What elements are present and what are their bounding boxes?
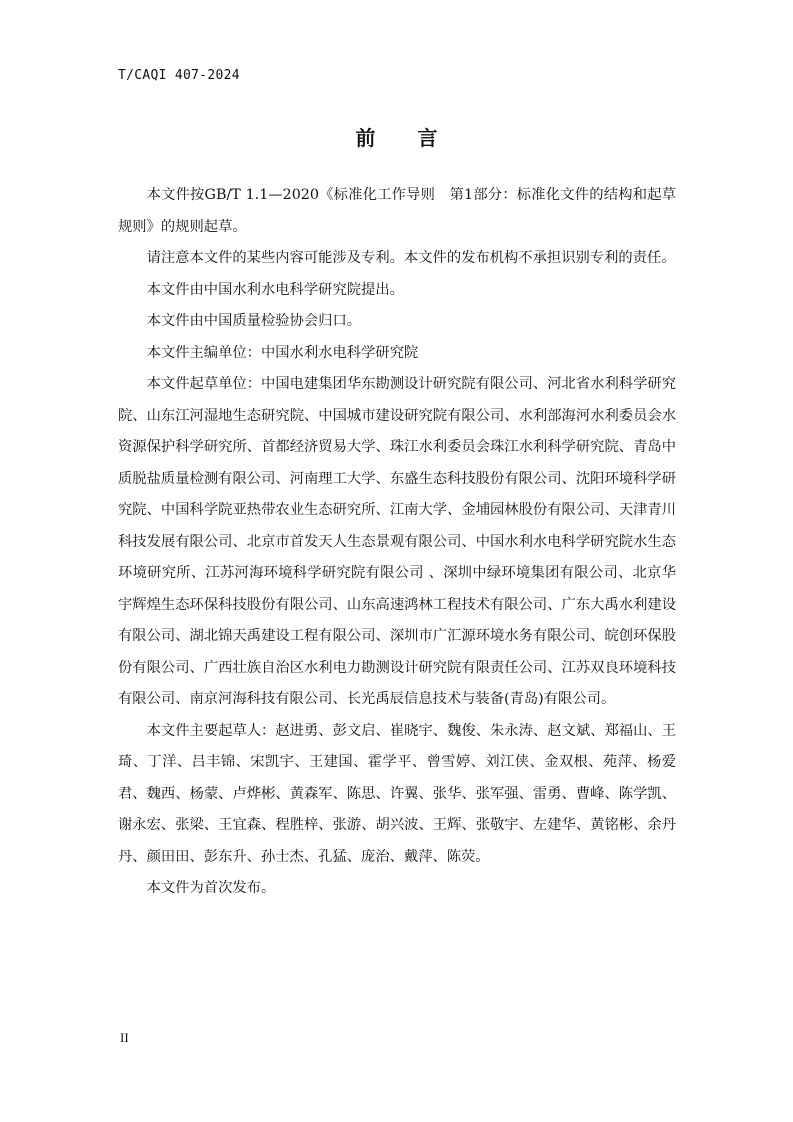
page-title: 前言 [355, 126, 480, 150]
paragraph-drafting-units: 本文件起草单位：中国电建集团华东勘测设计研究院有限公司、河北省水利科学研究院、山东江河湿地生态研究院、中国城市建设研究院有限公司、水利部海河水利委员会水资源保护科学研究所、首都经济贸易大学、珠江水利委员会珠江水利科学研究院、青岛中质脱盐质量检测有限公司、河南理工大学、东盛生态科技股份有限公司、沈阳环境科学研究院、中国科学院亚热带农业生态研究所、江南大学、金埔园林股份有限公司、天津青川科技发展有限公司、北京市首发天人生态景观有限公司、中国水利水电科学研究院水生态环境研究所、江苏河海环境科学研究院有限公司 、深圳中绿环境集团有限公司、北京华宇辉煌生态环保科技股份有限公司、山东高速鸿林工程技术有限公司、广东大禹水利建设有限公司、湖北锦天禹建设工程有限公司、深圳市广汇源环境水务有限公司、皖创环保股份有限公司、广西壮族自治区水利电力勘测设计研究院有限责任公司、江苏双良环境科技有限公司、南京河海科技有限公司、长光禹辰信息技术与装备(青岛)有限公司。 [118, 376, 676, 707]
paragraph-patent-notice: 请注意本文件的某些内容可能涉及专利。本文件的发布机构不承担识别专利的责任。 [146, 250, 676, 266]
paragraph-main-drafters: 本文件主要起草人：赵进勇、彭文启、崔晓宇、魏俊、朱永涛、赵文斌、郑福山、王琦、丁洋、吕丰锦、宋凯宇、王建国、霍学平、曾雪婷、刘江侠、金双根、苑萍、杨爱君、魏西、杨蒙、卢烨彬、黄森军、陈思、许翼、张华、张军强、雷勇、曹峰、陈学凯、谢永宏、张梁、王宜森、程胜梓、张游、胡兴波、王辉、张敬宇、左建华、黄铭彬、余丹丹、颜田田、彭东升、孙士杰、孔猛、庞治、戴萍、陈荧。 [118, 722, 676, 865]
page-number: II [120, 1030, 129, 1045]
foreword-body [118, 180, 676, 905]
paragraph-chief-editor-unit: 本文件主编单位：中国水利水电科学研究院 [146, 344, 419, 361]
document-code: T/CAQI 407-2024 [118, 68, 240, 83]
paragraph-drafting-rules: 本文件按GB/T 1.1—2020《标准化工作导则 第1部分：标准化文件的结构和起草规则》的规则起草。 [118, 187, 676, 235]
paragraph-centralized-unit: 本文件由中国质量检验协会归口。 [146, 313, 362, 329]
paragraph-proposer: 本文件由中国水利水电科学研究院提出。 [146, 281, 404, 298]
paragraph-first-release: 本文件为首次发布。 [146, 880, 276, 896]
